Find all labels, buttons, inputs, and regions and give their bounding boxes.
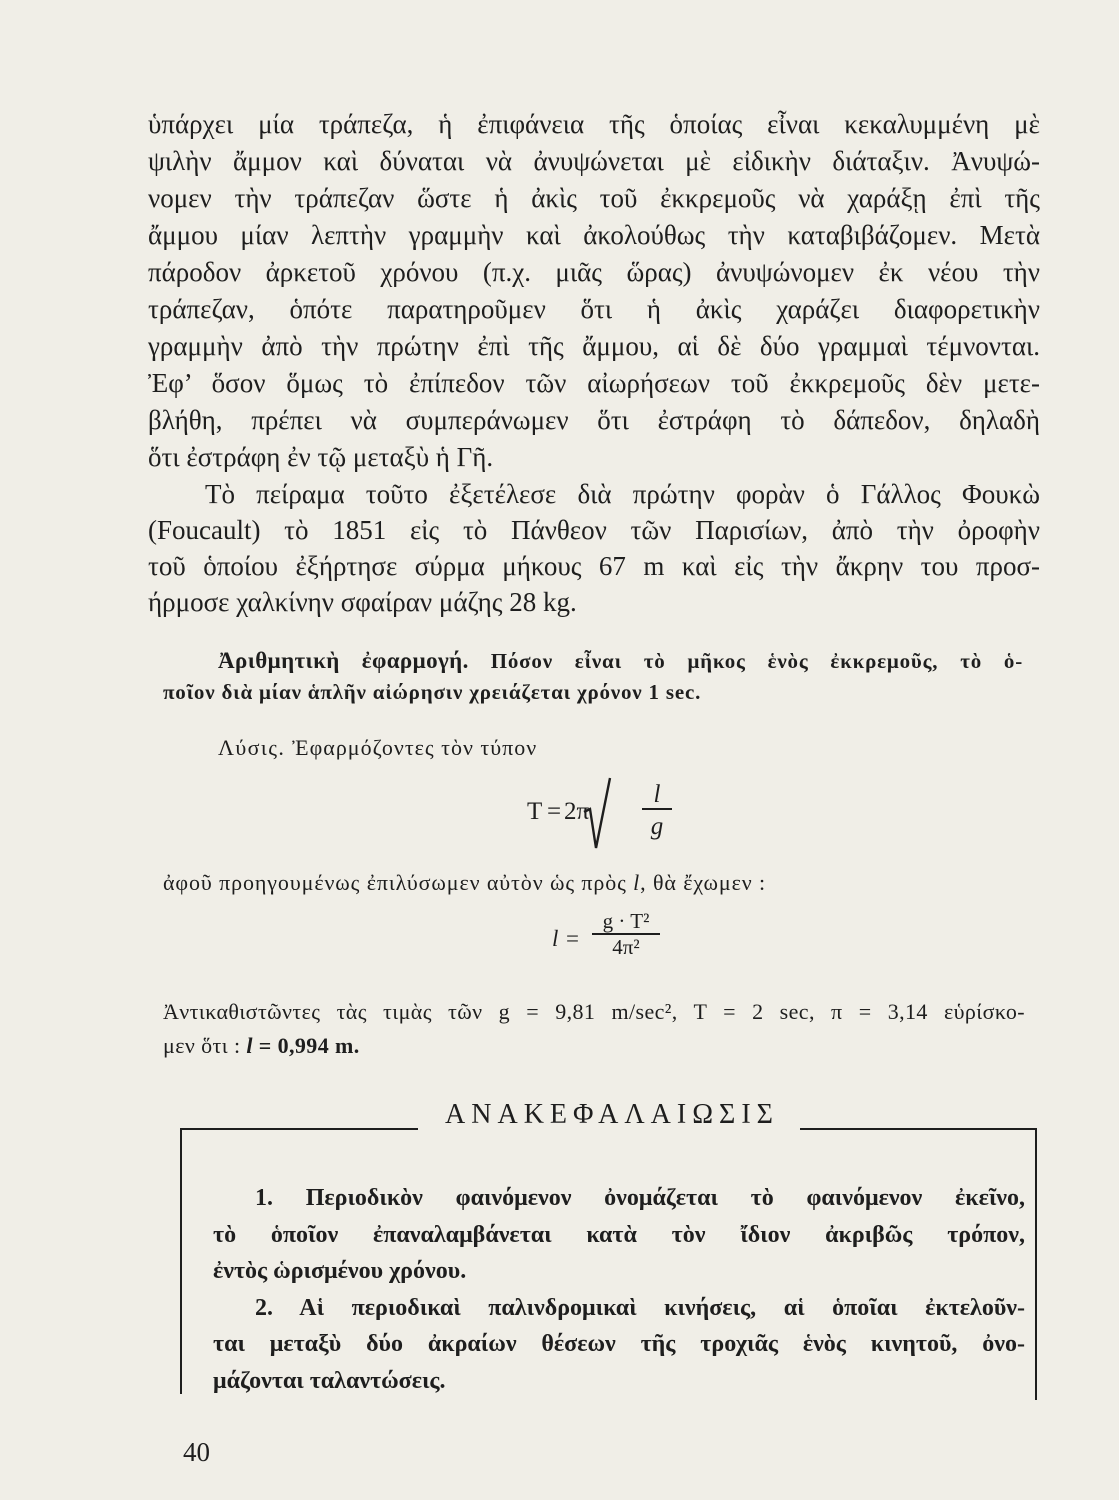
step-text-before: ἀφοῦ προηγουμένως ἐπιλύσωμεν αὐτὸν ὡς πρὸς (163, 870, 634, 895)
text-line: τοῦ ὁποίου ἐξήρτησε σύρμα μήκους 67 m καὶ εἰς τὴν ἄκρην του προσ- (148, 551, 1040, 581)
summary-item-2-line: 2. Αἱ περιοδικαὶ παλινδρομικαὶ κινήσεις, αἱ ὁποῖαι ἐκτελοῦν- (255, 1294, 1025, 1321)
solution-step-text (163, 868, 766, 898)
summary-item-1-line: ἐντὸς ὡρισμένου χρόνου. (213, 1258, 467, 1285)
text-line: τράπεζαν, ὁπότε παρατηροῦμεν ὅτι ἡ ἀκὶς χαράζει διαφορετικὴν (148, 294, 1040, 324)
text-line: Ἐφ’ ὅσον ὅμως τὸ ἐπίπεδον τῶν αἰωρήσεων τοῦ ἐκκρεμοῦς δὲν μετε- (148, 368, 1040, 398)
solution-intro-text: Ἐφαρμόζοντες τὸν τύπον (292, 735, 538, 760)
fraction-l-over-g (642, 782, 672, 840)
fraction-numerator: g · T² (602, 909, 650, 933)
text-line: ήρμοσε χαλκίνην σφαίραν μάζης 28 kg. (148, 587, 577, 617)
text-line: ἄμμου μίαν λεπτὴν γραμμὴν καὶ ἀκολούθως τὴν καταβιβάζομεν. Μετὰ (148, 220, 1040, 250)
example-question-text: Πόσον εἶναι τὸ μῆκος ἑνὸς ἐκκρεμοῦς, τὸ ὁ- (490, 649, 1023, 673)
text-line: ὑπάρχει μία τράπεζα, ἡ ἐπιφάνεια τῆς ὁποίας εἶναι κεκαλυμμένη μὲ (148, 109, 1040, 139)
fraction-bar (642, 808, 672, 810)
text-line (163, 1029, 1025, 1063)
formula-lhs: l (552, 926, 559, 951)
summary-box-text (213, 1180, 1025, 1400)
result-number: = 0,994 m. (252, 1033, 360, 1058)
fraction-denominator: g (650, 813, 664, 840)
text-line: Τὸ πείραμα τοῦτο ἐξετέλεσε διὰ πρώτην φορὰν ὁ Γάλλος Φουκὼ (205, 479, 1040, 509)
page-number: 40 (183, 1437, 210, 1467)
summary-item-1-line: τὸ ὁποῖον ἐπαναλαμβάνεται κατὰ τὸν ἴδιον ἀκριβῶς τρόπον, (213, 1221, 1025, 1248)
summary-item-2-line: ται μεταξὺ δύο ἀκραίων θέσεων τῆς τροχιᾶς ἑνὸς κινητοῦ, ὀνο- (213, 1331, 1025, 1358)
substitution-paragraph (163, 995, 1025, 1063)
example-title: Ἀριθμητικὴ ἐφαρμογή. (218, 648, 491, 673)
text-line: πάροδον ἀρκετοῦ χρόνου (π.χ. μιᾶς ὥρας) ἀνυψώνομεν ἐκ νέου τὴν (148, 257, 1040, 287)
text-line: ποῖον διὰ μίαν ἁπλῆν αἰώρησιν χρειάζεται χρόνον 1 sec. (163, 680, 702, 704)
text-line: νομεν τὴν τράπεζαν ὥστε ἡ ἀκὶς τοῦ ἐκκρεμοῦς νὰ χαράξῃ ἐπὶ τῆς (148, 183, 1040, 213)
text-line: ὅτι ἐστράφη ἐν τῷ μεταξὺ ἡ Γῆ. (148, 442, 494, 472)
summary-heading: ΑΝΑΚΕΦΑΛΑΙΩΣΙΣ (445, 1099, 779, 1130)
text-line: Ἀντικαθιστῶντες τὰς τιμὰς τῶν g = 9,81 m/sec², T = 2 sec, π = 3,14 εὑρίσκο- (163, 999, 1025, 1024)
summary-item-1-line: 1. Περιοδικὸν φαινόμενον ὀνομάζεται τὸ φαινόμενον ἐκεῖνο, (255, 1185, 1025, 1211)
text-line: γραμμὴν ἀπὸ τὴν πρώτην ἐπὶ τῆς ἄμμου, αἱ δὲ δύο γραμμαὶ τέμνονται. (148, 331, 1040, 361)
fraction-numerator: l (653, 781, 661, 808)
text-line (163, 645, 1023, 677)
solution-label: Λύσις. (218, 735, 293, 760)
paragraph-pendulum-table (148, 106, 1040, 476)
step-text-after: , θὰ ἔχωμεν : (640, 870, 767, 895)
variable-l: l (633, 870, 641, 895)
text-line: ψιλὴν ἄμμον καὶ δύναται νὰ ἀνυψώνεται μὲ εἰδικὴν διάταξιν. Ἀνυψώ- (148, 146, 1040, 176)
paragraph-foucault-experiment (148, 476, 1040, 620)
result-variable: l (246, 1033, 253, 1058)
summary-box-right-border (1035, 1128, 1037, 1400)
text-line: βλήθη, πρέπει νὰ συμπεράνωμεν ὅτι ἐστράφη τὸ δάπεδον, δηλαδὴ (148, 405, 1040, 435)
solution-intro (218, 733, 537, 763)
formula-equals: = (566, 926, 579, 951)
formula-lhs: T (527, 798, 543, 825)
example-question (163, 645, 1023, 708)
summary-item-2-line: μάζονται ταλαντώσεις. (213, 1367, 446, 1394)
formula-coefficient: 2π (564, 798, 590, 825)
formula-pendulum-period (520, 770, 690, 856)
radical-stroke (584, 778, 610, 848)
formula-equals: = (547, 798, 562, 825)
formula-pendulum-length (540, 905, 670, 965)
summary-box-top-left-rule (180, 1128, 418, 1130)
square-root-sign (580, 770, 620, 854)
result-value (246, 1033, 359, 1058)
result-prefix: μεν ὅτι : (163, 1033, 247, 1058)
fraction-denominator: 4π² (612, 935, 640, 959)
fraction-gT2-over-4pi2 (592, 909, 660, 959)
text-line: (Foucault) τὸ 1851 εἰς τὸ Πάνθεον τῶν Παρισίων, ἀπὸ τὴν ὀροφὴν (148, 515, 1040, 545)
summary-box-top-right-rule (800, 1128, 1037, 1130)
summary-box-left-border (180, 1128, 182, 1394)
